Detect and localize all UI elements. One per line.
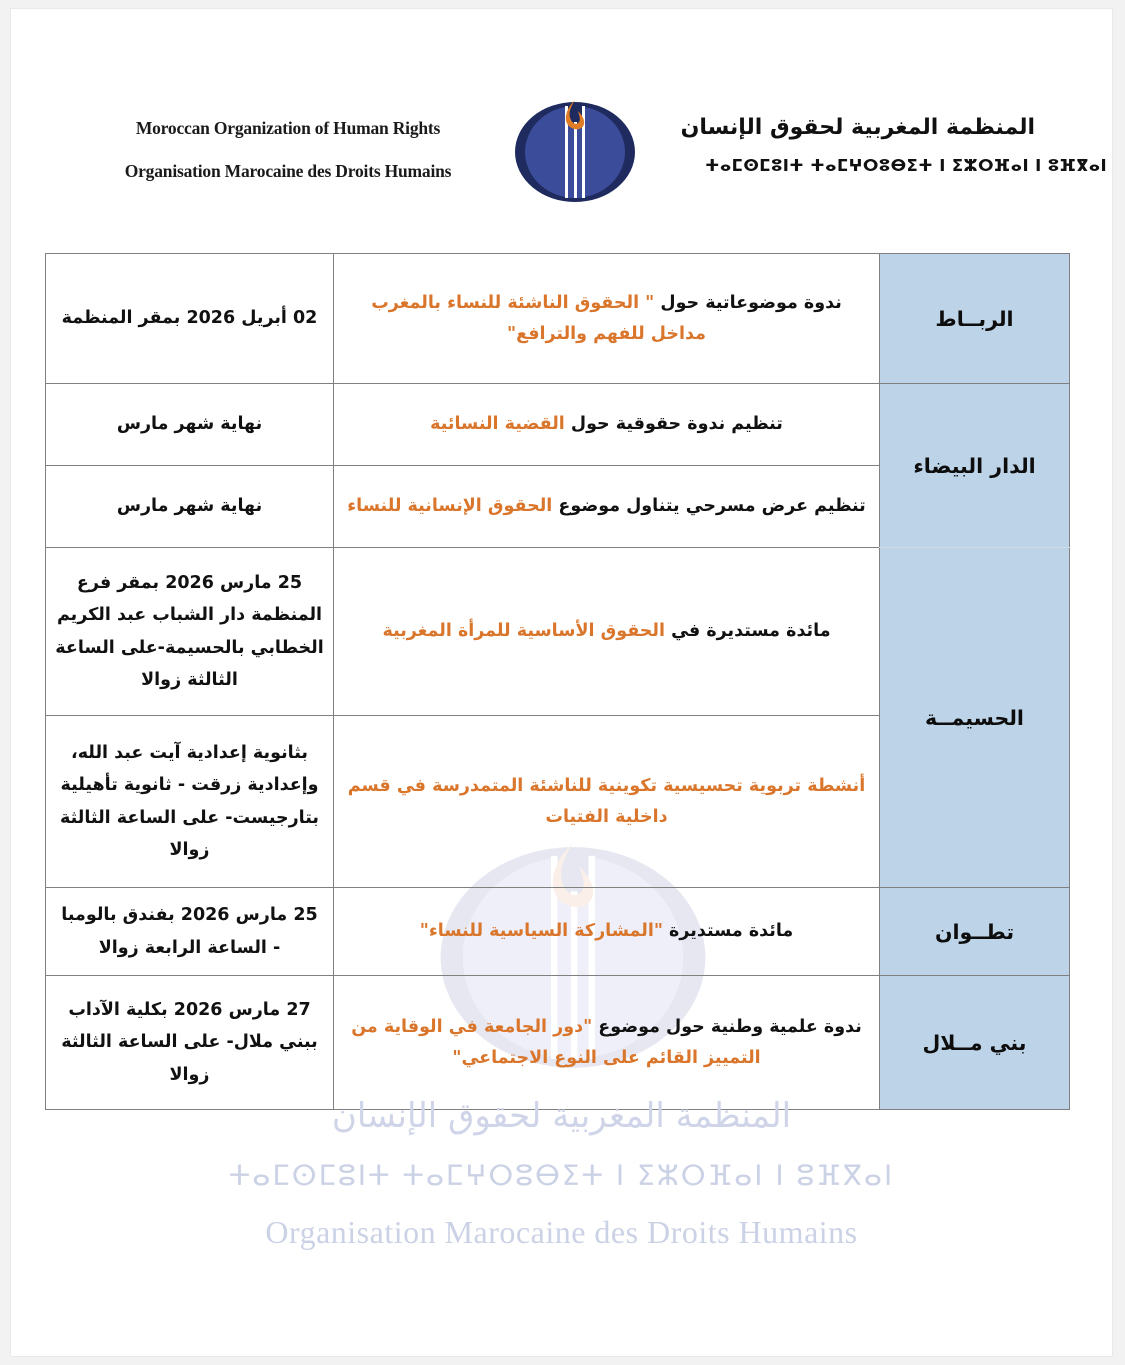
table-row (46, 888, 1070, 976)
activity-cell-casablanca-2 (334, 466, 880, 548)
activity-text-highlight: القضية النسائية (430, 414, 565, 435)
org-name-english: Moroccan Organization of Human Rights (135, 118, 441, 138)
date-cell-rabat: 02 أبريل 2026 بمقر المنظمة (46, 254, 334, 384)
city-cell-tetouan: تطــوان (880, 888, 1070, 976)
activity-text-prefix: ندوة علمية وطنية حول موضوع (592, 1016, 862, 1037)
activity-cell-benimellal (334, 976, 880, 1110)
activity-text-prefix: مائدة مستديرة (662, 921, 794, 942)
logo-icon (507, 94, 643, 206)
activity-cell-tetouan (334, 888, 880, 976)
date-cell-casablanca-2: نهاية شهر مارس (46, 466, 334, 548)
footer-watermark (10, 1096, 1113, 1251)
table-row (46, 254, 1070, 384)
activity-text-highlight: الحقوق الإنسانية للنساء (347, 496, 553, 517)
city-cell-rabat: الربــاط (880, 254, 1070, 384)
watermark-french: Organisation Marocaine des Droits Humains (265, 1213, 858, 1250)
city-cell-benimellal: بني مــلال (880, 976, 1070, 1110)
org-name-tifinagh: ⵜⴰⵎⵙⵎⵓⵏⵜ ⵜⴰⵎⵖⵔⵓⴱⵉⵜ ⵏ ⵉⵣⵔⴼⴰⵏ ⵏ ⵓⴼⴳⴰⵏ (705, 156, 1108, 176)
table-row (46, 548, 1070, 716)
table-row (46, 976, 1070, 1110)
activity-text-highlight: "المشاركة السياسية للنساء" (419, 921, 663, 942)
activity-cell-alhoceima-2 (334, 716, 880, 888)
activity-text-highlight: أنشطة تربوية تحسيسية تكوينية للناشئة المتمدرسة في قسم داخلية الفتيات (347, 775, 866, 827)
date-cell-benimellal: 27 مارس 2026 بكلية الآداب ببني ملال- على الساعة الثالثة زوالا (46, 976, 334, 1110)
activity-cell-casablanca-1 (334, 384, 880, 466)
activity-text-prefix: تنظيم عرض مسرحي يتناول موضوع (552, 496, 866, 517)
table-row (46, 384, 1070, 466)
date-cell-tetouan: 25 مارس 2026 بفندق بالومبا - الساعة الرابعة زوالا (46, 888, 334, 976)
page-content (10, 8, 1113, 1357)
program-table (45, 253, 1070, 1110)
program-table-container (46, 253, 1070, 1110)
activity-text-prefix: مائدة مستديرة في (664, 621, 831, 642)
activity-text-prefix: ندوة موضوعاتية حول (654, 292, 842, 313)
watermark-tifinagh: ⵜⴰⵎⵙⵎⵓⵏⵜ ⵜⴰⵎⵖⵔⵓⴱⵉⵜ ⵏ ⵉⵣⵔⴼⴰⵏ ⵏ ⵓⴼⴳⴰⵏ (228, 1158, 895, 1192)
activity-text-prefix: تنظيم ندوة حقوقية حول (564, 414, 783, 435)
activity-text-highlight: الحقوق الأساسية للمرأة المغربية (382, 621, 665, 642)
watermark-arabic: المنظمة المغربية لحقوق الإنسان (331, 1096, 792, 1136)
city-cell-casablanca: الدار البيضاء (880, 384, 1070, 548)
date-cell-alhoceima-1: 25 مارس 2026 بمقر فرع المنظمة دار الشباب عبد الكريم الخطابي بالحسيمة-على الساعة الثالثة زوالا (46, 548, 334, 716)
date-cell-casablanca-1: نهاية شهر مارس (46, 384, 334, 466)
organization-logo (507, 94, 643, 206)
org-name-arabic: المنظمة المغربية لحقوق الإنسان (680, 115, 1035, 140)
activity-cell-alhoceima-1 (334, 548, 880, 716)
letterhead-latin-names (78, 120, 498, 180)
activity-text-highlight: " الحقوق الناشئة للنساء بالمغرب مداخل للفهم والترافع" (371, 292, 706, 344)
city-cell-alhoceima: الحسيمــة (880, 548, 1070, 888)
org-name-french: Organisation Marocaine des Droits Humains (124, 160, 452, 181)
letterhead (10, 92, 1113, 212)
letterhead-arabic-names (680, 115, 1108, 176)
activity-cell-rabat (334, 254, 880, 384)
activity-text-highlight: "دور الجامعة في الوقاية من التمييز القائم على النوع الاجتماعي" (351, 1016, 761, 1068)
date-cell-alhoceima-2: بثانوية إعدادية آيت عبد الله، وإعدادية زرقت - ثانوية تأهيلية بتارجيست- على الساعة الثالثة زوالا (46, 716, 334, 888)
